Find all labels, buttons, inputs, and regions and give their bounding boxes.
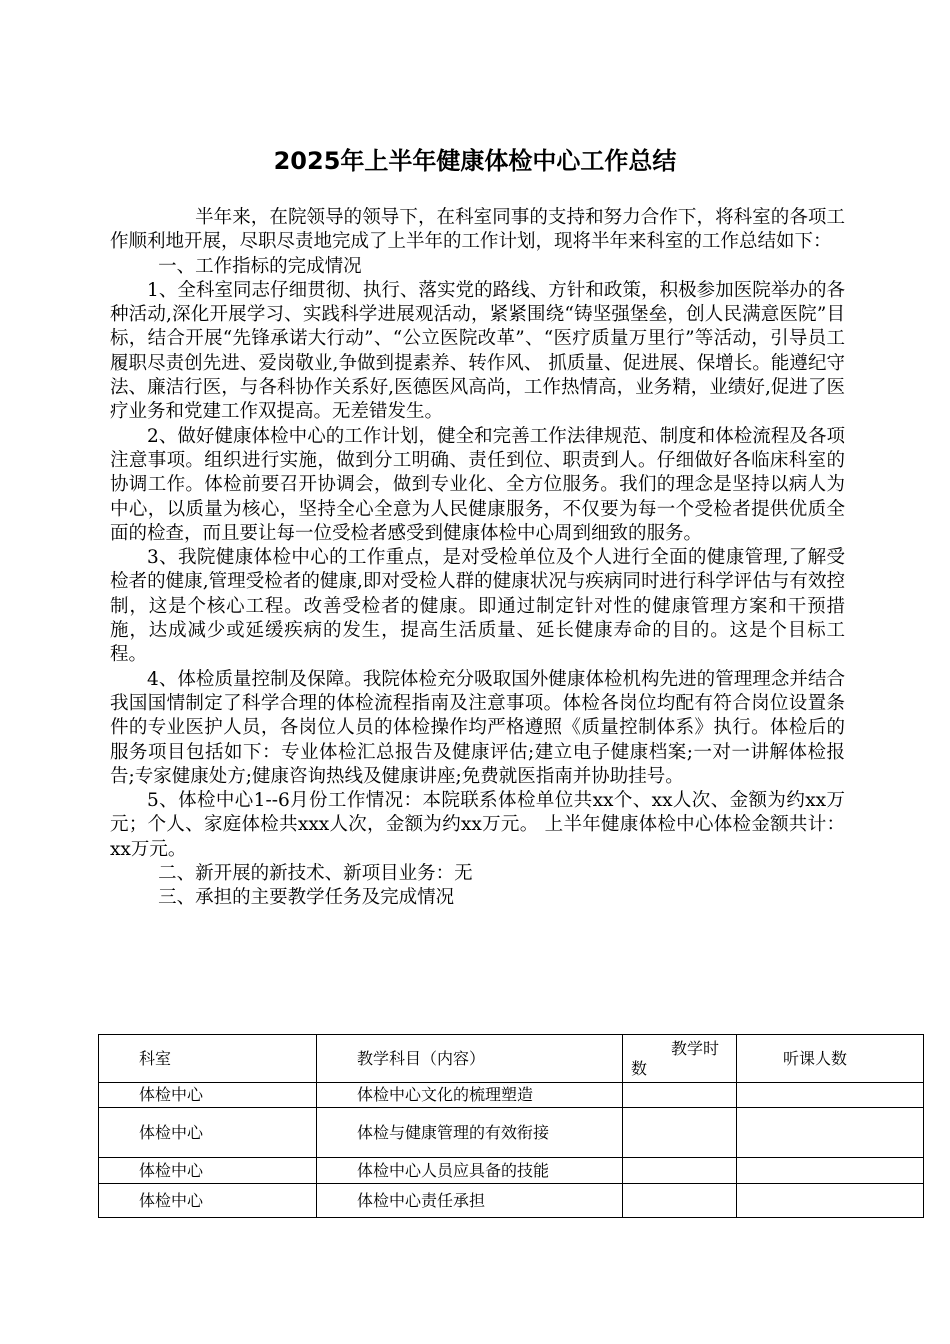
table-row bbox=[99, 1083, 924, 1108]
cell-hours bbox=[623, 1184, 737, 1218]
paragraph-item-4: 4、体检质量控制及保障。我院体检充分吸取国外健康体检机构先进的管理理念并结合我国国情制定了科学合理的体检流程指南及注意事项。体检各岗位均配有符合岗位设置条件的专业医护人员，各岗位人员的体检操作均严格遵照《质量控制体系》执行。体检后的服务项目包括如下：专业体检汇总报告及健康评估;建立电子健康档案;一对一讲解体检报告;专家健康处方;健康咨询热线及健康讲座;免费就医指南并协助挂号。 bbox=[110, 668, 845, 787]
cell-hours bbox=[623, 1158, 737, 1184]
teaching-table bbox=[98, 1034, 924, 1218]
cell-hours bbox=[623, 1083, 737, 1108]
cell-dept: 体检中心 bbox=[99, 1184, 317, 1218]
paragraph-item-5: 5、体检中心1--6月份工作情况：本院联系体检单位共xx个、xx人次、金额为约xx万元；个人、家庭体检共xxx人次，金额为约xx万元。 上半年健康体检中心体检金额共计：xx万元。 bbox=[110, 790, 845, 860]
header-hours-line1: 教学时 bbox=[671, 1038, 720, 1058]
cell-attendees bbox=[737, 1083, 924, 1108]
cell-subject: 体检中心责任承担 bbox=[317, 1184, 623, 1218]
document-body bbox=[110, 206, 845, 911]
cell-attendees bbox=[737, 1184, 924, 1218]
header-hours-line2: 数 bbox=[631, 1058, 648, 1078]
cell-hours bbox=[623, 1108, 737, 1158]
section-heading-3: 三、承担的主要教学任务及完成情况 bbox=[158, 887, 455, 909]
paragraph-item-3: 3、我院健康体检中心的工作重点，是对受检单位及个人进行全面的健康管理,了解受检者的健康,管理受检者的健康,即对受检人群的健康状况与疾病同时进行科学评估与有效控制，这是个核心工程。改善受检者的健康。即通过制定针对性的健康管理方案和干预措施，达成减少或延缓疾病的发生，提高生活质量、延长健康寿命的目的。这是个目标工程。 bbox=[110, 547, 845, 666]
header-dept: 科室 bbox=[99, 1035, 317, 1083]
paragraph-item-2: 2、做好健康体检中心的工作计划，健全和完善工作法律规范、制度和体检流程及各项注意事项。组织进行实施，做到分工明确、责任到位、职责到人。仔细做好各临床科室的协调工作。体检前要召开协调会，做到专业化、全方位服务。我们的理念是坚持以病人为中心，以质量为核心，坚持全心全意为人民健康服务，不仅要为每一个受检者提供优质全面的检查，而且要让每一位受检者感受到健康体检中心周到细致的服务。 bbox=[110, 425, 845, 544]
section-heading-1: 一、工作指标的完成情况 bbox=[158, 255, 362, 277]
cell-subject: 体检中心人员应具备的技能 bbox=[317, 1158, 623, 1184]
table-header-row bbox=[99, 1035, 924, 1083]
cell-dept: 体检中心 bbox=[99, 1083, 317, 1108]
header-subject: 教学科目（内容） bbox=[317, 1035, 623, 1083]
header-hours bbox=[623, 1035, 737, 1083]
section-heading-2: 二、新开展的新技术、新项目业务：无 bbox=[158, 863, 473, 885]
table-row bbox=[99, 1184, 924, 1218]
intro-paragraph: 半年来，在院领导的领导下，在科室同事的支持和努力合作下，将科室的各项工作顺利地开展，尽职尽责地完成了上半年的工作计划，现将半年来科室的工作总结如下： bbox=[110, 207, 845, 253]
cell-subject: 体检中心文化的梳理塑造 bbox=[317, 1083, 623, 1108]
paragraph-item-1: 1、全科室同志仔细贯彻、执行、落实党的路线、方针和政策，积极参加医院举办的各种活动,深化开展学习、实践科学进展观活动，紧紧围绕“铸坚强堡垒，创人民满意医院”目标，结合开展“先锋承诺大行动”、“公立医院改革”、“医疗质量万里行”等活动，引导员工履职尽责创先进、爱岗敬业,争做到提素养、转作风、 抓质量、促进展、保增长。能遵纪守法、廉洁行医，与各科协作关系好,医德医风高尚，工作热情高，业务精，业绩好,促进了医疗业务和党建工作双提高。无差错发生。 bbox=[110, 279, 845, 423]
table-row bbox=[99, 1158, 924, 1184]
cell-subject: 体检与健康管理的有效衔接 bbox=[317, 1108, 623, 1158]
page-title: 2025年上半年健康体检中心工作总结 bbox=[273, 147, 677, 175]
cell-dept: 体检中心 bbox=[99, 1158, 317, 1184]
cell-dept: 体检中心 bbox=[99, 1108, 317, 1158]
header-attendees: 听课人数 bbox=[737, 1035, 924, 1083]
cell-attendees bbox=[737, 1158, 924, 1184]
cell-attendees bbox=[737, 1108, 924, 1158]
table-row bbox=[99, 1108, 924, 1158]
